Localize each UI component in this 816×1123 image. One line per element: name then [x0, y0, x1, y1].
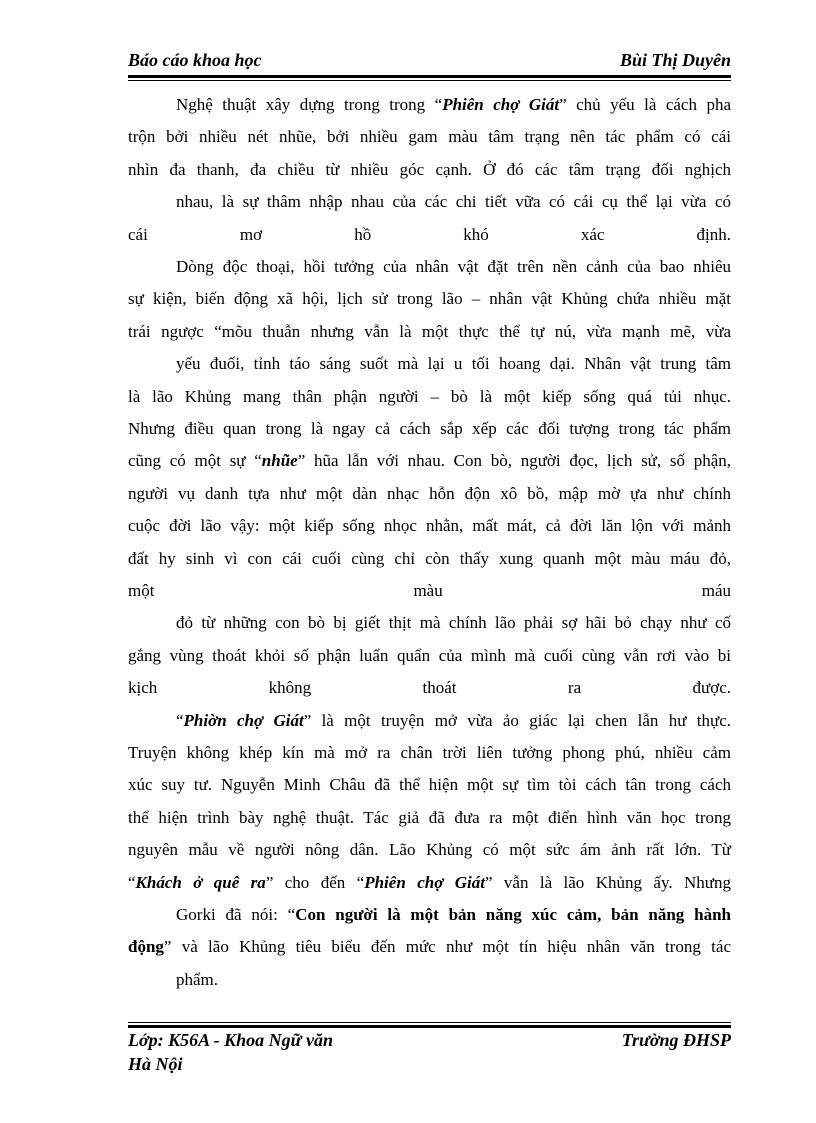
footer-class-dept: Lớp: K56A - Khoa Ngữ văn — [128, 1030, 333, 1050]
emphasized-text: động — [128, 937, 164, 957]
text-line — [176, 705, 731, 737]
text-line — [128, 121, 731, 153]
text-line — [128, 640, 731, 672]
text-line — [176, 899, 731, 931]
text-run: cuộc đời lão vậy: một kiếp sống nhọc nhằn, mất mát, cả đời lăn lộn với mảnh — [128, 516, 731, 536]
text-line — [128, 867, 731, 899]
text-line — [128, 381, 731, 413]
text-line — [128, 219, 731, 251]
emphasized-text: Phiên chợ Giát — [364, 872, 485, 892]
page-header — [128, 50, 731, 74]
text-line — [128, 802, 731, 834]
text-run: nguyên mẫu về người nông dân. Lão Khủng có một sức ám ảnh rất lớn. Từ — [128, 840, 731, 860]
text-run: Dòng độc thoại, hồi tưởng của nhân vật đặt trên nền cảnh của bao nhiêu — [176, 257, 731, 276]
text-run: cái mơ hồ khó xác định. — [128, 224, 731, 244]
text-run: nhau, là sự thâm nhập nhau của các chi tiết vữa có cái cụ thể lại vừa có — [176, 192, 731, 212]
text-run: Gorki đã nói: “ — [176, 905, 296, 924]
text-run: trái ngược “mõu thuẫn nhưng vẫn là một thực thể tự nú, vừa mạnh mẽ, vừa — [128, 321, 731, 341]
text-run: “ — [128, 872, 136, 892]
emphasized-text: Khách ở quê ra — [135, 872, 266, 892]
header-author: Bùi Thị Duyên — [619, 50, 731, 70]
text-run: Nghệ thuật xây dựng trong trong “ — [176, 95, 443, 114]
text-line — [128, 575, 731, 607]
text-run: đất hy sinh vì con cái cuối cùng chỉ còn thấy xung quanh một màu máu đỏ, — [128, 548, 731, 568]
text-run: gắng vùng thoát khỏi số phận luẩn quẩn của mình mà cuối cùng vẫn rơi vào bi — [128, 645, 731, 665]
text-run: người vụ danh tựa như một dàn nhạc hỗn độn xô bồ, mập mờ ựa như chính — [128, 483, 731, 503]
header-report-title: Báo cáo khoa học — [128, 50, 262, 70]
text-run: yếu đuối, tỉnh táo sáng suốt mà lại u tối hoang dại. Nhân vật trung tâm — [176, 354, 731, 374]
text-line — [128, 769, 731, 801]
text-run: “ — [176, 710, 184, 730]
text-line — [176, 964, 731, 996]
emphasized-text: Phiờn chợ Giát — [183, 710, 304, 730]
footer-city: Hà Nội — [128, 1054, 183, 1074]
text-run: ” là một truyện mở vừa ảo giác lại chen lẫn hư thực. — [303, 710, 731, 730]
text-run: ” hũa lẫn với nhau. Con bò, người đọc, lịch sử, số phận, — [297, 451, 731, 471]
text-run: ” vẫn là lão Khủng ấy. Nhưng — [484, 872, 731, 892]
footer-rule-thin — [128, 1022, 731, 1023]
text-line — [128, 510, 731, 542]
text-run: một màu máu — [128, 581, 731, 600]
emphasized-text: Phiên chợ Giát — [442, 95, 560, 114]
text-line — [176, 89, 731, 121]
text-line — [128, 316, 731, 348]
text-line — [176, 186, 731, 218]
text-line — [128, 543, 731, 575]
text-run: xúc suy tư. Nguyễn Minh Châu đã thể hiện một sự tìm tòi cách tân trong cách — [128, 775, 731, 795]
text-run: cũng có một sự “ — [128, 451, 262, 471]
text-run: trộn bởi nhiều nét nhũe, bởi nhiều gam màu tâm trạng nên tác phẩm có cái — [128, 127, 731, 147]
text-run: sự kiện, biến động xã hội, lịch sử trong lão – nhân vật Khủng chứa nhiều mặt — [128, 289, 731, 309]
text-line — [128, 737, 731, 769]
text-run: Nhưng điều quan trong là ngay cả cách sắp xếp các đối tượng trong tác phẩm — [128, 419, 731, 438]
text-line — [128, 478, 731, 510]
text-run: Truyện không khép kín mà mở ra chân trời liên tưởng phong phú, nhiều cảm — [128, 743, 731, 762]
text-line — [128, 154, 731, 186]
text-line — [128, 672, 731, 704]
text-line — [128, 834, 731, 866]
text-run: kịch không thoát ra được. — [128, 678, 731, 698]
text-run: thể hiện trình bày nghệ thuật. Tác giả đã đưa ra một điển hình văn học trong — [128, 807, 731, 827]
emphasized-text: Con người là một bản năng xúc cảm, bản năng hành — [295, 905, 731, 924]
text-line — [128, 931, 731, 963]
text-line — [128, 445, 731, 477]
text-line — [128, 283, 731, 315]
header-rule-thin — [128, 80, 731, 81]
text-run: ” cho đến “ — [265, 872, 365, 892]
footer-university: Trường ĐHSP — [621, 1030, 731, 1050]
text-run: nhìn đa thanh, đa chiều từ nhiều góc cạnh. Ở đó các tâm trạng đối nghịch — [128, 159, 731, 179]
text-run: ” chủ yếu là cách pha — [559, 95, 731, 114]
footer-rule-thick — [128, 1025, 731, 1028]
text-run: ” và lão Khủng tiêu biểu đến mức như một tín hiệu nhân văn trong tác — [163, 937, 731, 957]
emphasized-text: nhũe — [261, 451, 298, 471]
text-line — [176, 348, 731, 380]
text-run: phẩm. — [176, 969, 219, 989]
text-line — [176, 607, 731, 639]
text-run: là lão Khủng mang thân phận người – bò là một kiếp sống quá tủi nhục. — [128, 386, 731, 406]
text-line — [176, 251, 731, 283]
text-line — [128, 413, 731, 445]
header-rule-thick — [128, 75, 731, 78]
text-run: đỏ từ những con bò bị giết thịt mà chính lão phải sợ hãi bỏ chạy như cố — [176, 613, 731, 633]
